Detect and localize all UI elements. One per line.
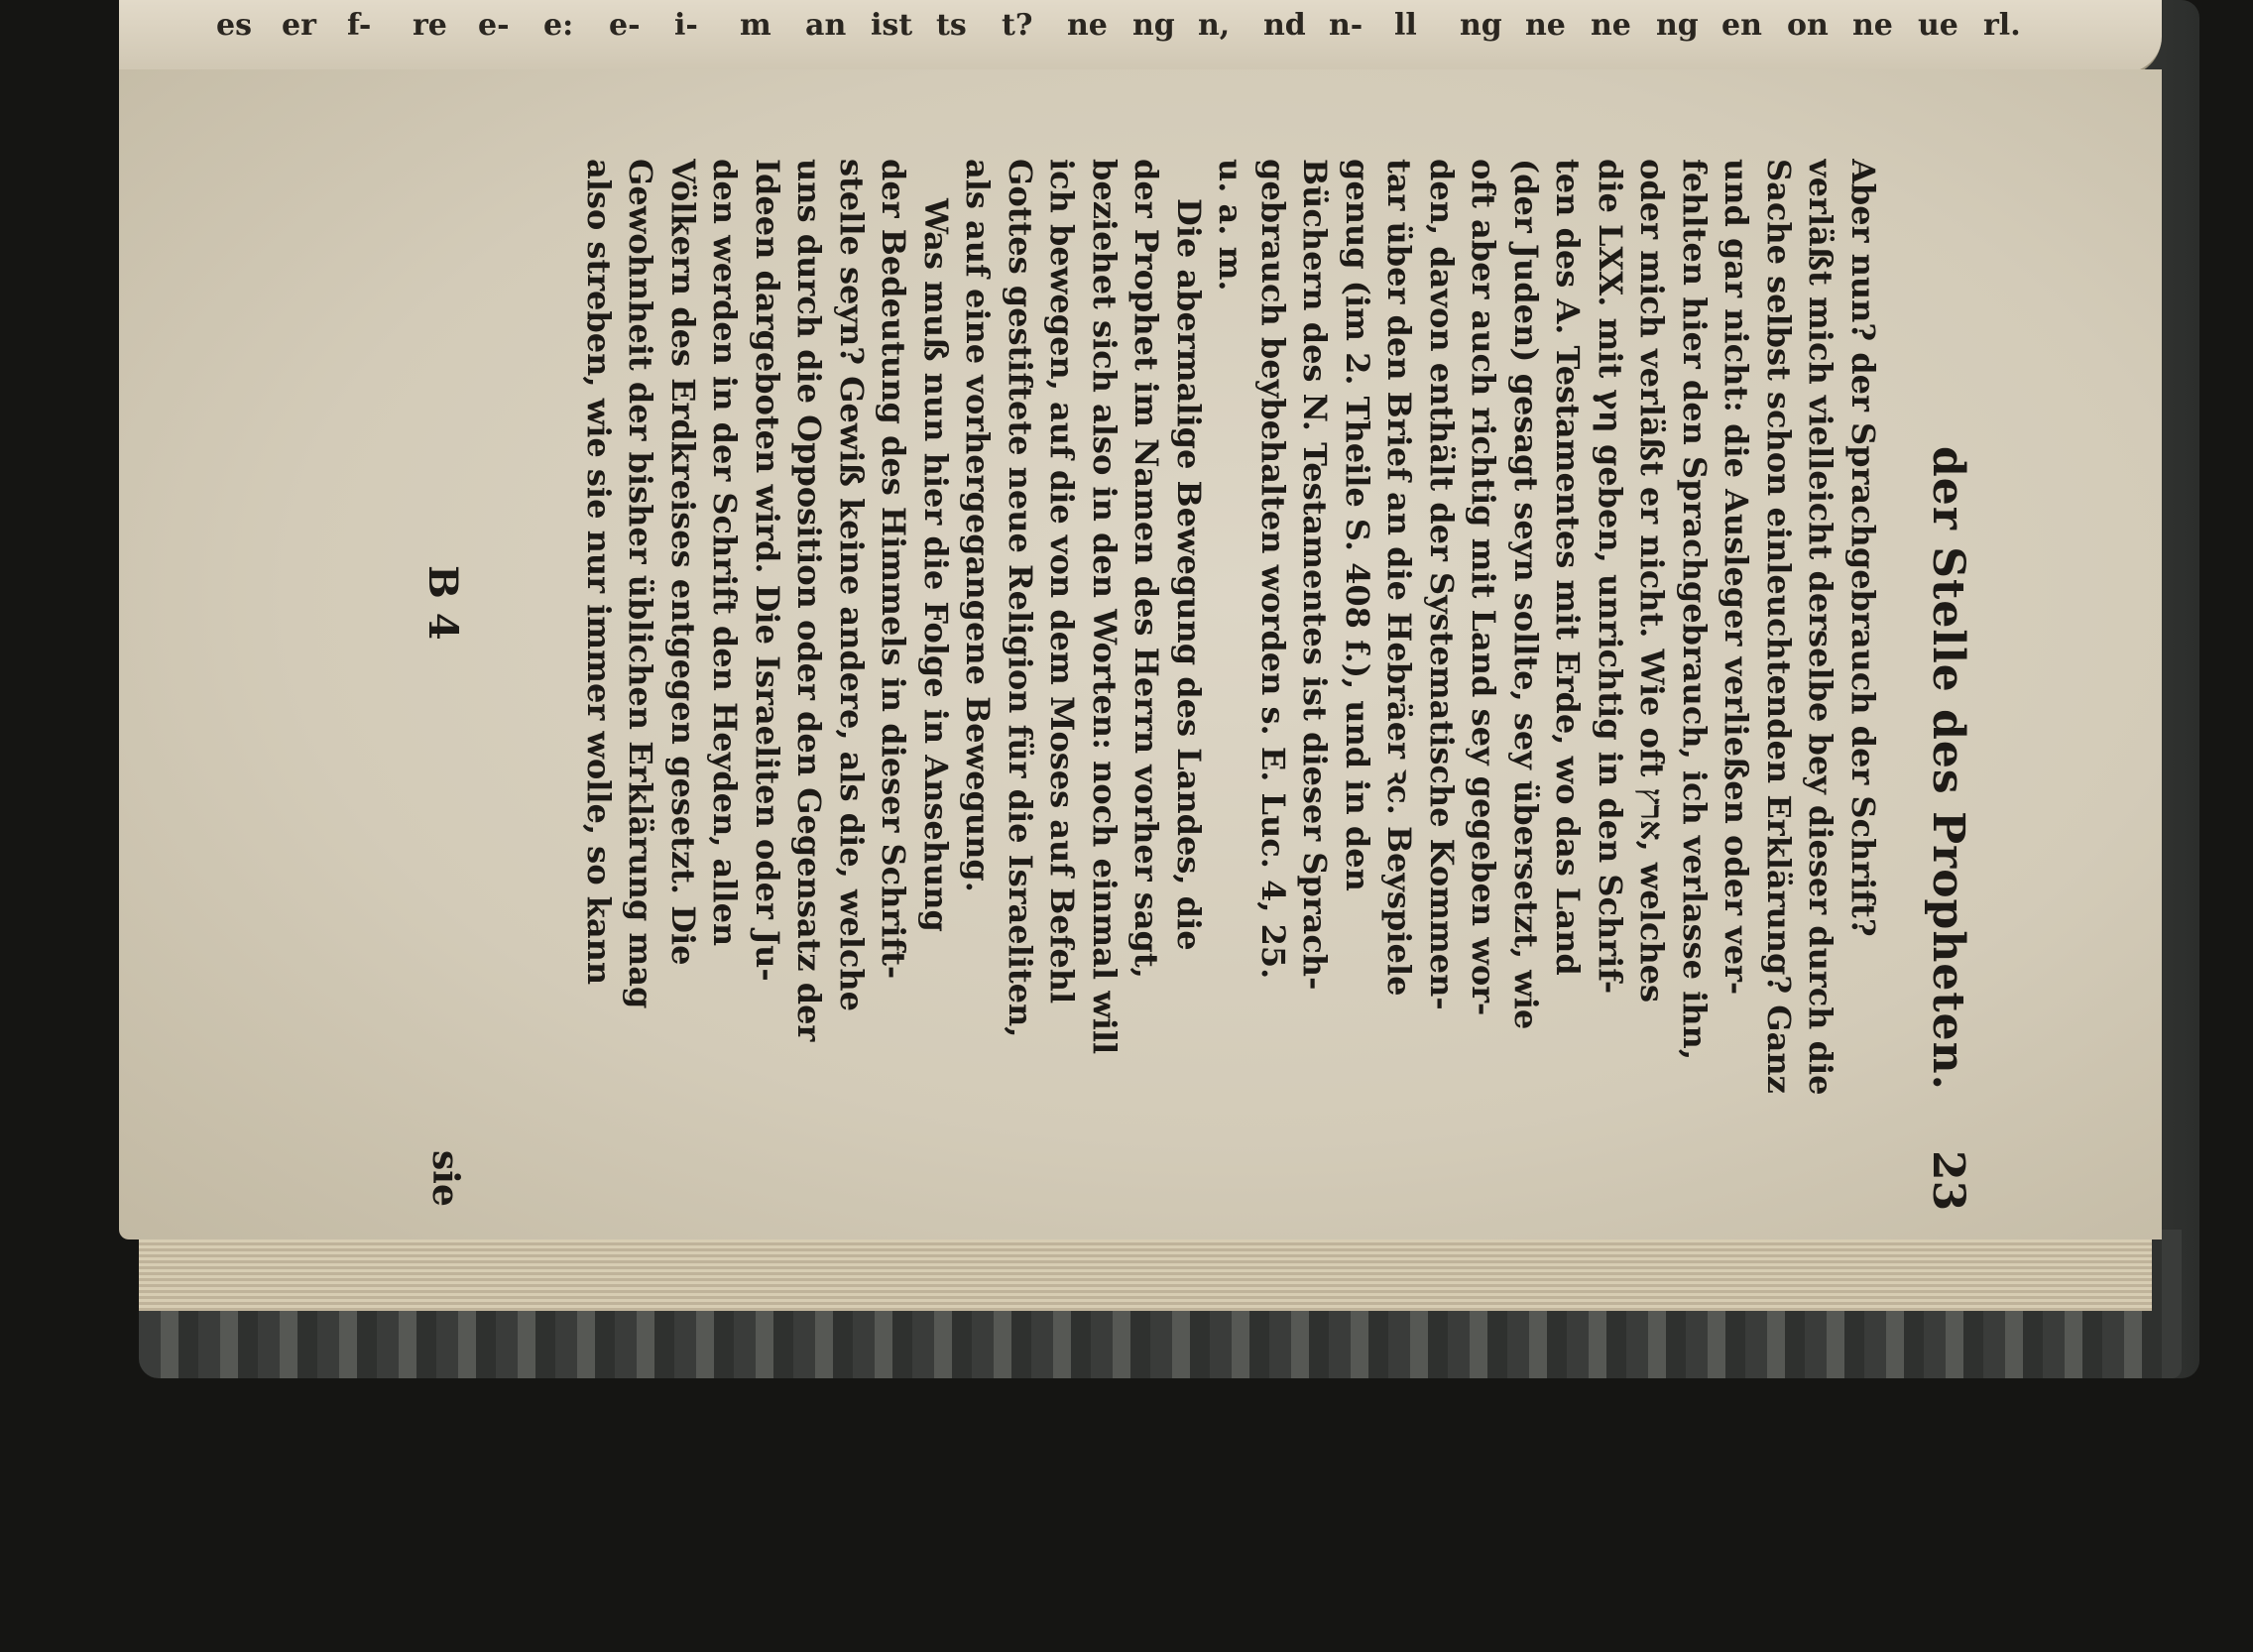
text-line: Sache selbst schon einleuchtenden Erklärung? Ganz bbox=[1760, 159, 1798, 1094]
text-line: ich bewegen, auf die von dem Moses auf Befehl bbox=[1043, 159, 1082, 1004]
previous-page-fragment: t? bbox=[1002, 8, 1033, 43]
text-line: fehlten hier den Sprachgebrauch, ich verlasse ihn, bbox=[1676, 159, 1714, 1060]
text-line: den, davon enthält der Systematische Kommen- bbox=[1423, 159, 1461, 1010]
text-line: Gewohnheit der bisher üblichen Erklärung mag bbox=[622, 159, 660, 1009]
text-line: der Prophet im Namen des Herrn vorher sagt, bbox=[1127, 159, 1166, 979]
signature-mark: B 4 bbox=[419, 565, 466, 641]
previous-page-fragment: e- bbox=[478, 8, 510, 43]
previous-page-fragment: ts bbox=[936, 8, 967, 43]
previous-page-fragment: e- bbox=[609, 8, 641, 43]
previous-page-fragments bbox=[119, 0, 2063, 59]
text-line: gebrauch beybehalten worden s. E. Luc. 4, 25. bbox=[1254, 159, 1292, 980]
text-line: die LXX. mit γη geben, unrichtig in den Schrif- bbox=[1592, 159, 1629, 995]
text-line: oder mich verläßt er nicht. Wie oft ארץ, welches bbox=[1633, 159, 1672, 1003]
text-line: also streben, wie sie nur immer wolle, so kann bbox=[580, 159, 618, 986]
text-line: Die abermalige Bewegung des Landes, die bbox=[1170, 198, 1208, 951]
previous-page-fragment: ne bbox=[1067, 8, 1108, 43]
previous-page-fragment: f- bbox=[347, 8, 372, 43]
text-line: uns durch die Opposition oder den Gegensatz der bbox=[790, 159, 829, 1042]
previous-page-fragment: rl. bbox=[1983, 8, 2021, 43]
page-number: 23 bbox=[1923, 1150, 1973, 1212]
running-head-title: der Stelle des Propheten. bbox=[1923, 446, 1973, 1091]
previous-page-fragment: e: bbox=[543, 8, 574, 43]
previous-page-fragment: ng bbox=[1460, 8, 1502, 43]
previous-page-fragment: an bbox=[805, 8, 847, 43]
text-line: Aber nun? der Sprachgebrauch der Schrift? bbox=[1844, 159, 1882, 937]
previous-page-fragment: ng bbox=[1656, 8, 1699, 43]
text-line: genug (im 2. Theile S. 408 f.), und in den bbox=[1339, 159, 1376, 891]
previous-page-fragment: nd bbox=[1263, 8, 1306, 43]
previous-page-fragment: ll bbox=[1394, 8, 1417, 43]
text-line: der Bedeutung des Himmels in dieser Schrift- bbox=[875, 159, 913, 980]
text-line: Gottes gestiftete neue Religion für die Israeliten, bbox=[1002, 159, 1039, 1038]
previous-page-fragment: ue bbox=[1918, 8, 1958, 43]
previous-page-fragment: ne bbox=[1852, 8, 1893, 43]
previous-page-fragment: on bbox=[1787, 8, 1829, 43]
previous-page-fragment: ne bbox=[1525, 8, 1566, 43]
previous-page-fragment: en bbox=[1721, 8, 1762, 43]
previous-page-fragment: ng bbox=[1132, 8, 1175, 43]
previous-page-fragment: er bbox=[282, 8, 316, 43]
text-line: Völkern des Erdkreises entgegen gesetzt. Die bbox=[664, 159, 702, 966]
previous-page-fragment: i- bbox=[674, 8, 698, 43]
body-text bbox=[578, 159, 1885, 1190]
text-line: (der Juden) gesagt seyn sollte, sey übersetzt, wie bbox=[1507, 159, 1545, 1030]
text-line: oft aber auch richtig mit Land sey gegeben wor- bbox=[1465, 159, 1503, 1016]
text-line: als auf eine vorhergegangene Bewegung. bbox=[959, 159, 998, 892]
text-line: Büchern des N. Testamentes ist dieser Sprach- bbox=[1296, 159, 1335, 991]
text-line: Ideen dargeboten wird. Die Israeliten oder Ju- bbox=[749, 159, 786, 982]
running-head bbox=[1914, 119, 1973, 1230]
previous-page-fragment: ist bbox=[871, 8, 913, 43]
previous-page-fragment: n, bbox=[1198, 8, 1231, 43]
text-line: u. a. m. bbox=[1212, 159, 1250, 292]
text-line: beziehet sich also in den Worten: noch einmal will bbox=[1086, 159, 1124, 1055]
text-line: tar über den Brief an die Hebräer ꝛc. Beyspiele bbox=[1380, 159, 1419, 997]
previous-page-strip bbox=[119, 0, 2162, 76]
text-line: ten des A. Testamentes mit Erde, wo das Land bbox=[1549, 159, 1588, 976]
previous-page-fragment: es bbox=[216, 8, 252, 43]
previous-page-fragment: re bbox=[413, 8, 447, 43]
previous-page-fragment: n- bbox=[1329, 8, 1364, 43]
catchword: sie bbox=[424, 1150, 466, 1207]
text-line: den werden in der Schrift den Heyden, allen bbox=[706, 159, 745, 947]
previous-page-fragment: m bbox=[740, 8, 771, 43]
page-text-rotated bbox=[288, 119, 1973, 1230]
page-block-edge bbox=[139, 1230, 2152, 1311]
text-line: Was muß nun hier die Folge in Ansehung bbox=[917, 198, 955, 932]
text-line: stelle seyn? Gewiß keine andere, als die, welche bbox=[833, 159, 871, 1012]
previous-page-fragment: ne bbox=[1591, 8, 1631, 43]
text-line: und gar nicht: die Ausleger verließen oder ver- bbox=[1718, 159, 1756, 996]
text-line: verläßt mich vielleicht derselbe bey dieser durch die bbox=[1802, 159, 1840, 1096]
